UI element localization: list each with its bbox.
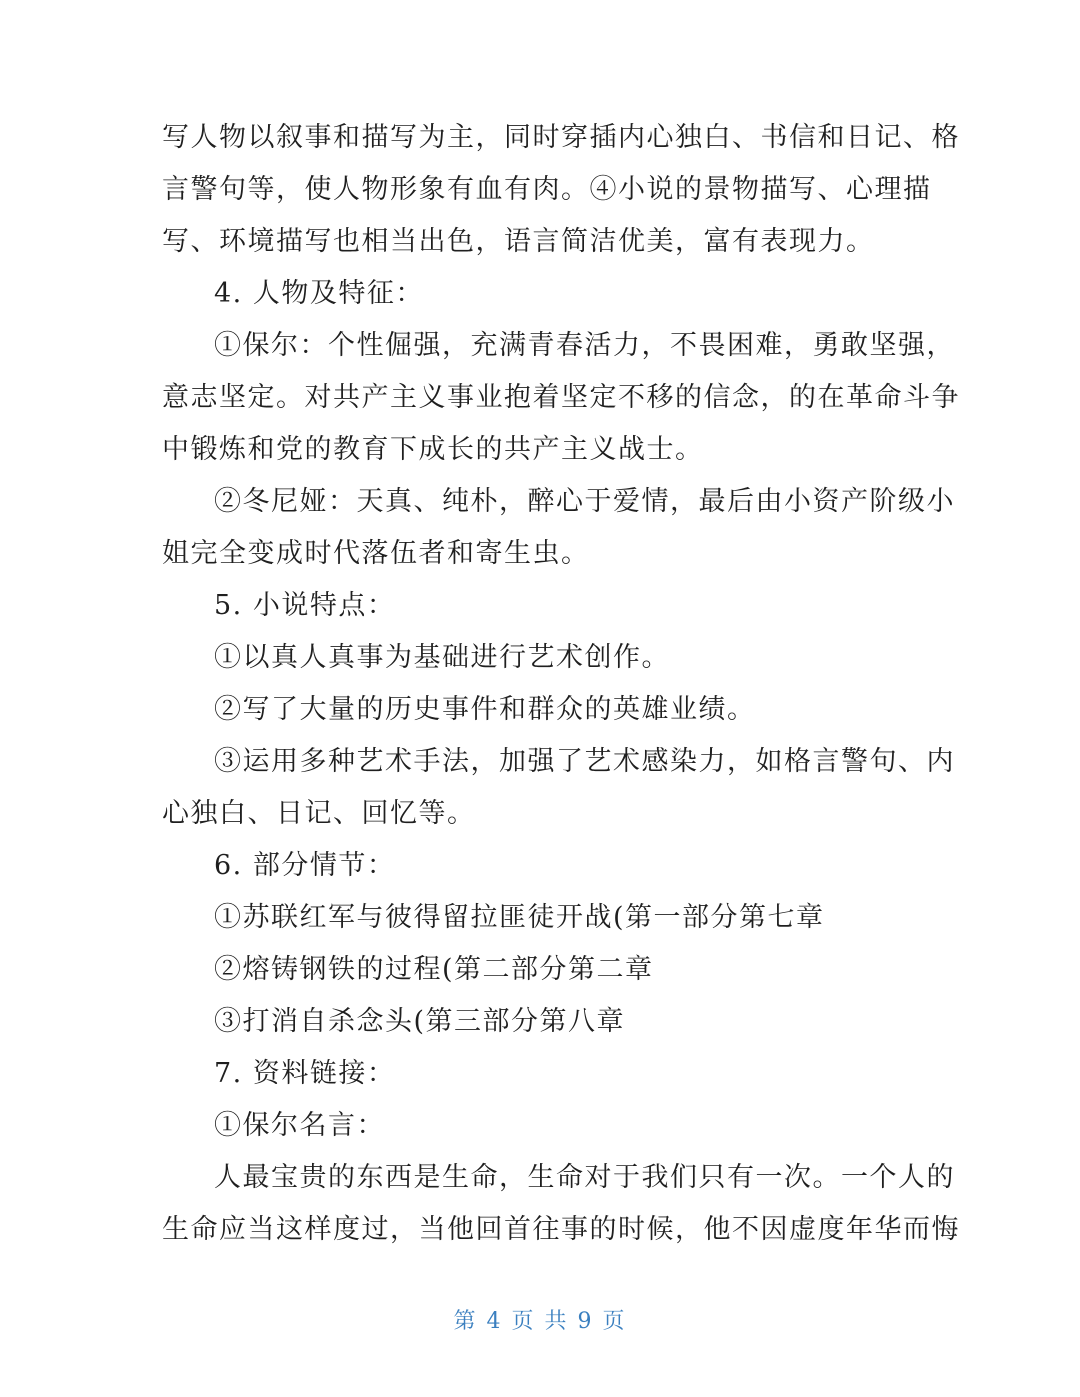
text-line: ②写了大量的历史事件和群众的英雄业绩。 (214, 694, 756, 725)
section-heading: 6. 部分情节： (214, 850, 396, 881)
text-line: ②冬尼娅：天真、纯朴，醉心于爱情，最后由小资产阶级小 (214, 486, 955, 517)
text-line: 写人物以叙事和描写为主，同时穿插内心独白、书信和日记、格 (162, 122, 960, 153)
section-heading: 4. 人物及特征： (214, 278, 424, 309)
text-line: 人最宝贵的东西是生命，生命对于我们只有一次。一个人的 (214, 1162, 955, 1193)
text-line: ③运用多种艺术手法，加强了艺术感染力，如格言警句、内 (214, 746, 955, 777)
text-line: ①苏联红军与彼得留拉匪徒开战(第一部分第七章 (214, 902, 825, 933)
section-heading: 7. 资料链接： (214, 1058, 396, 1089)
text-line: ①保尔名言： (214, 1110, 385, 1141)
section-heading: 5. 小说特点： (214, 590, 396, 621)
text-line: 生命应当这样度过，当他回首往事的时候，他不因虚度年华而悔 (162, 1214, 960, 1245)
text-line: ①保尔：个性倔强，充满青春活力，不畏困难，勇敢坚强， (214, 330, 955, 361)
text-line: 姐完全变成时代落伍者和寄生虫。 (162, 538, 590, 569)
text-line: ③打消自杀念头(第三部分第八章 (214, 1006, 626, 1037)
text-line: 意志坚定。对共产主义事业抱着坚定不移的信念，的在革命斗争 (162, 382, 960, 413)
text-line: 心独白、日记、回忆等。 (162, 798, 476, 829)
text-line: ①以真人真事为基础进行艺术创作。 (214, 642, 670, 673)
text-line: 中锻炼和党的教育下成长的共产主义战士。 (162, 434, 704, 465)
page-footer: 第 4 页 共 9 页 (453, 1309, 627, 1334)
text-line: ②熔铸钢铁的过程(第二部分第二章 (214, 954, 654, 985)
text-line: 言警句等，使人物形象有血有肉。④小说的景物描写、心理描 (162, 174, 932, 205)
text-line: 写、环境描写也相当出色，语言简洁优美，富有表现力。 (162, 226, 875, 257)
